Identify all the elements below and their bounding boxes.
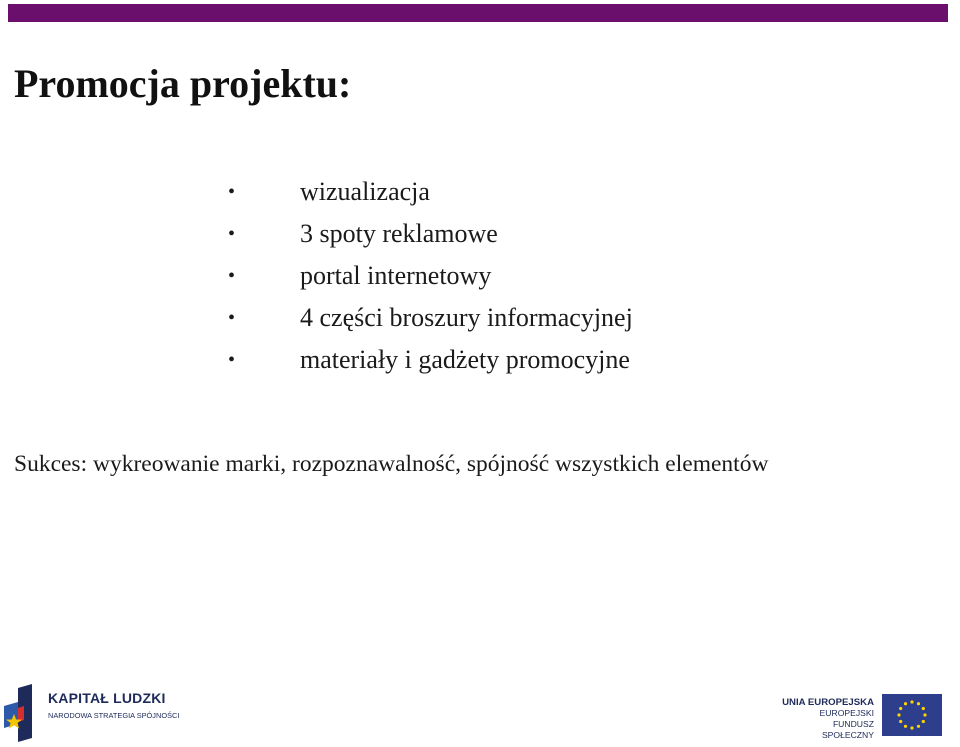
bullet-text: wizualizacja xyxy=(300,177,430,206)
slide-title: Promocja projektu: xyxy=(14,61,352,106)
bullet-icon: • xyxy=(228,349,236,371)
bullet-icon: • xyxy=(228,223,236,245)
kapital-ludzki-logo xyxy=(4,684,180,742)
kapital-ludzki-name: KAPITAŁ LUDZKI xyxy=(48,690,166,706)
bullet-text: 4 części broszury informacyjnej xyxy=(300,303,633,332)
kapital-ludzki-emblem-icon xyxy=(4,684,44,742)
bullet-icon: • xyxy=(228,181,236,203)
eu-flag-icon xyxy=(882,694,942,736)
kapital-ludzki-subtitle: NARODOWA STRATEGIA SPÓJNOŚCI xyxy=(48,711,180,720)
eu-line-3: FUNDUSZ SPOŁECZNY xyxy=(821,719,874,740)
top-accent-bar xyxy=(8,4,948,22)
eu-logo xyxy=(780,694,950,740)
bullet-icon: • xyxy=(228,307,236,329)
summary-text: Sukces: wykreowanie marki, rozpoznawalność, spójność wszystkich elementów xyxy=(14,451,769,477)
bullet-text: materiały i gadżety promocyjne xyxy=(300,345,630,374)
eu-text xyxy=(780,697,874,741)
eu-line-1: UNIA EUROPEJSKA xyxy=(782,697,874,708)
eu-line-2: EUROPEJSKI xyxy=(819,708,874,718)
bullet-text: portal internetowy xyxy=(300,261,492,290)
bullet-text: 3 spoty reklamowe xyxy=(300,219,498,248)
bullet-icon: • xyxy=(228,265,236,287)
